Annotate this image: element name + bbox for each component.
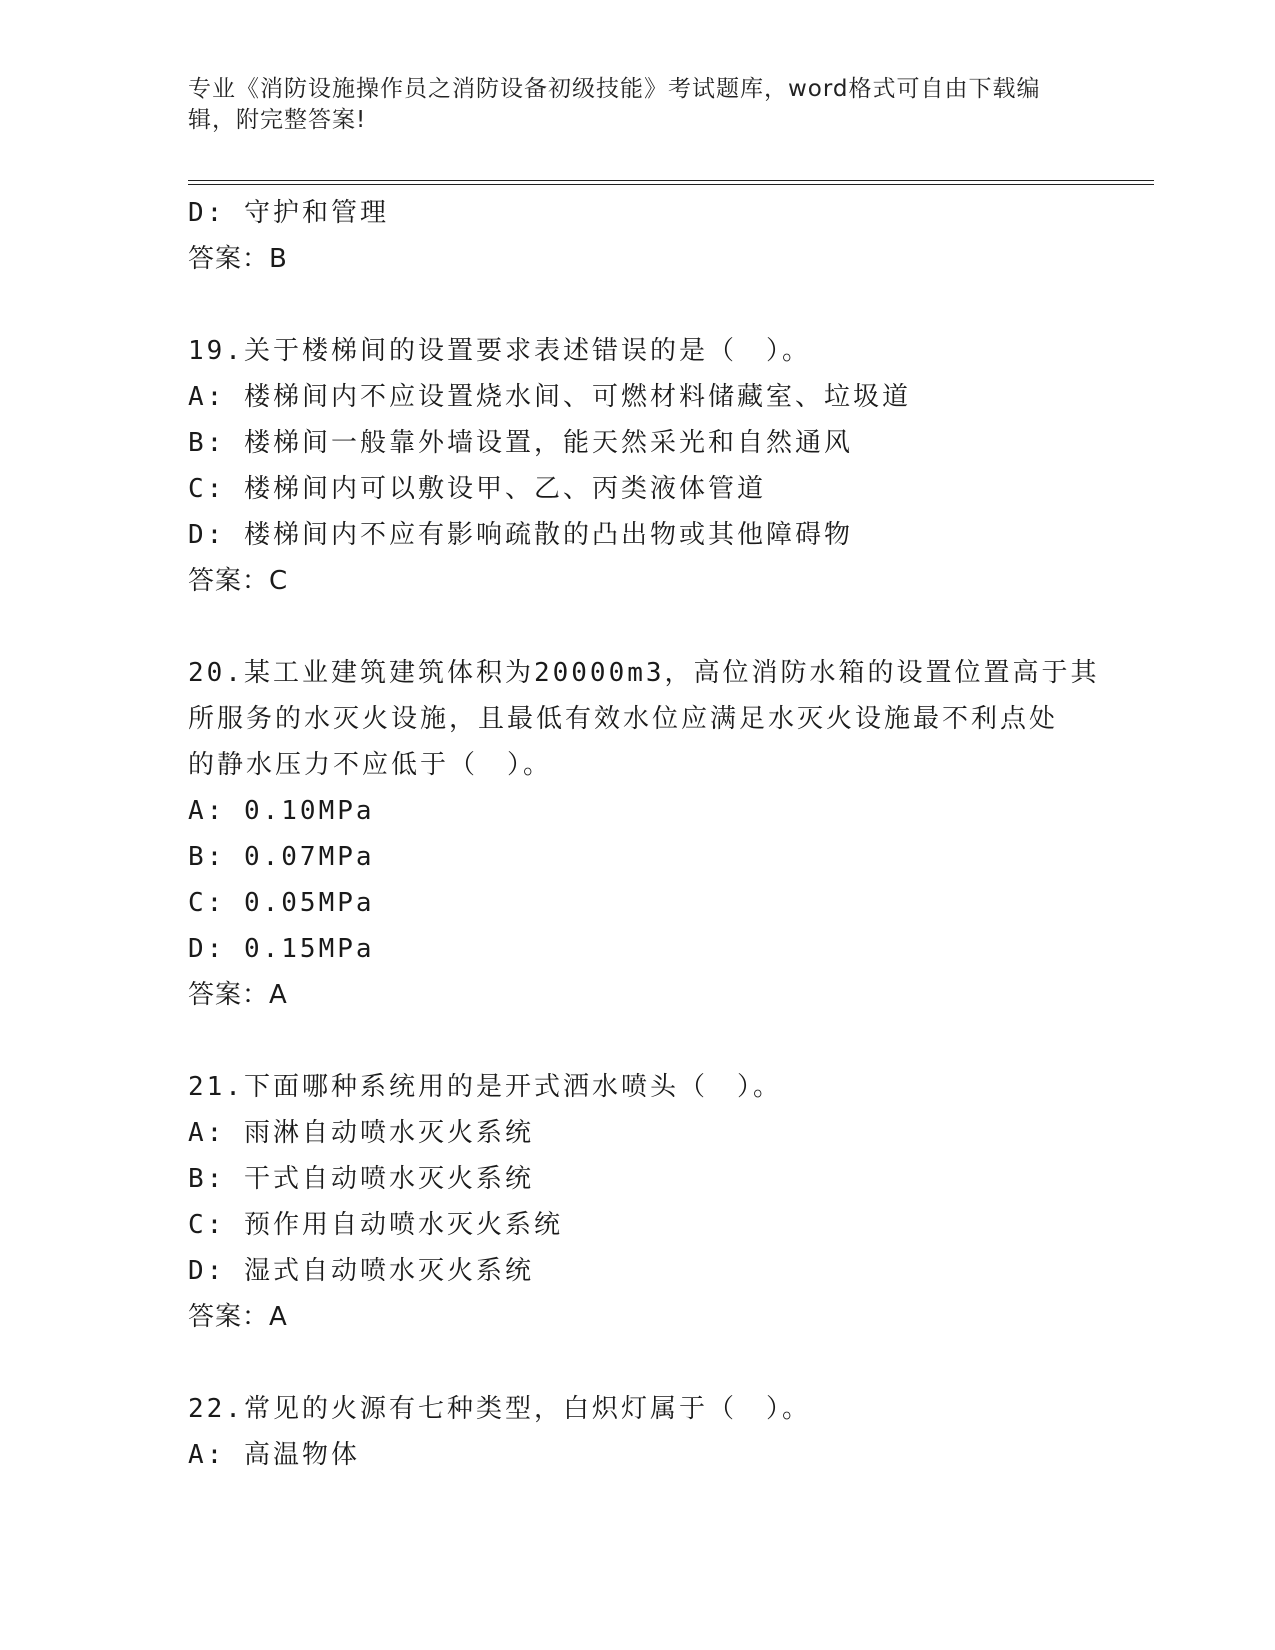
spacer [188,1340,1148,1386]
spacer [188,604,1148,650]
header-divider-bottom [188,184,1154,185]
question-22-stem: 22.常见的火源有七种类型，白炽灯属于（ ）。 [188,1394,811,1424]
option-b: B: 干式自动喷水灭火系统 [188,1164,534,1194]
option-a: A: 0.10MPa [188,796,375,826]
option-d: D: 0.15MPa [188,934,375,964]
question-20-stem-line-3: 的静水压力不应低于（ ）。 [188,750,553,780]
option-b: B: 楼梯间一般靠外墙设置，能天然采光和自然通风 [188,428,853,458]
question-21-stem: 21.下面哪种系统用的是开式洒水喷头（ ）。 [188,1072,782,1102]
option-d: D: 守护和管理 [188,198,389,228]
option-d: D: 楼梯间内不应有影响疏散的凸出物或其他障碍物 [188,520,853,550]
header-divider-top [188,180,1154,181]
header-line-2: 辑，附完整答案! [188,107,367,133]
answer-line: 答案：C [188,566,289,596]
option-c: C: 楼梯间内可以敷设甲、乙、丙类液体管道 [188,474,766,504]
question-content [188,190,1148,1478]
option-c: C: 预作用自动喷水灭火系统 [188,1210,563,1240]
option-c: C: 0.05MPa [188,888,375,918]
spacer [188,282,1148,328]
question-19-stem: 19.关于楼梯间的设置要求表述错误的是（ ）。 [188,336,811,366]
question-20-stem-line-1: 20.某工业建筑建筑体积为20000m3，高位消防水箱的设置位置高于其 [188,658,1100,688]
answer-line: 答案：B [188,244,288,274]
spacer [188,1018,1148,1064]
header-line-1: 专业《消防设施操作员之消防设备初级技能》考试题库，word格式可自由下载编 [188,76,1041,102]
document-header [188,74,1068,136]
option-a: A: 雨淋自动喷水灭火系统 [188,1118,534,1148]
option-b: B: 0.07MPa [188,842,375,872]
answer-line: 答案：A [188,980,288,1010]
option-d: D: 湿式自动喷水灭火系统 [188,1256,534,1286]
option-a: A: 楼梯间内不应设置烧水间、可燃材料储藏室、垃圾道 [188,382,911,412]
question-20-stem-line-2: 所服务的水灭火设施，且最低有效水位应满足水灭火设施最不利点处 [188,704,1059,734]
option-a: A: 高温物体 [188,1440,360,1470]
answer-line: 答案：A [188,1302,288,1332]
